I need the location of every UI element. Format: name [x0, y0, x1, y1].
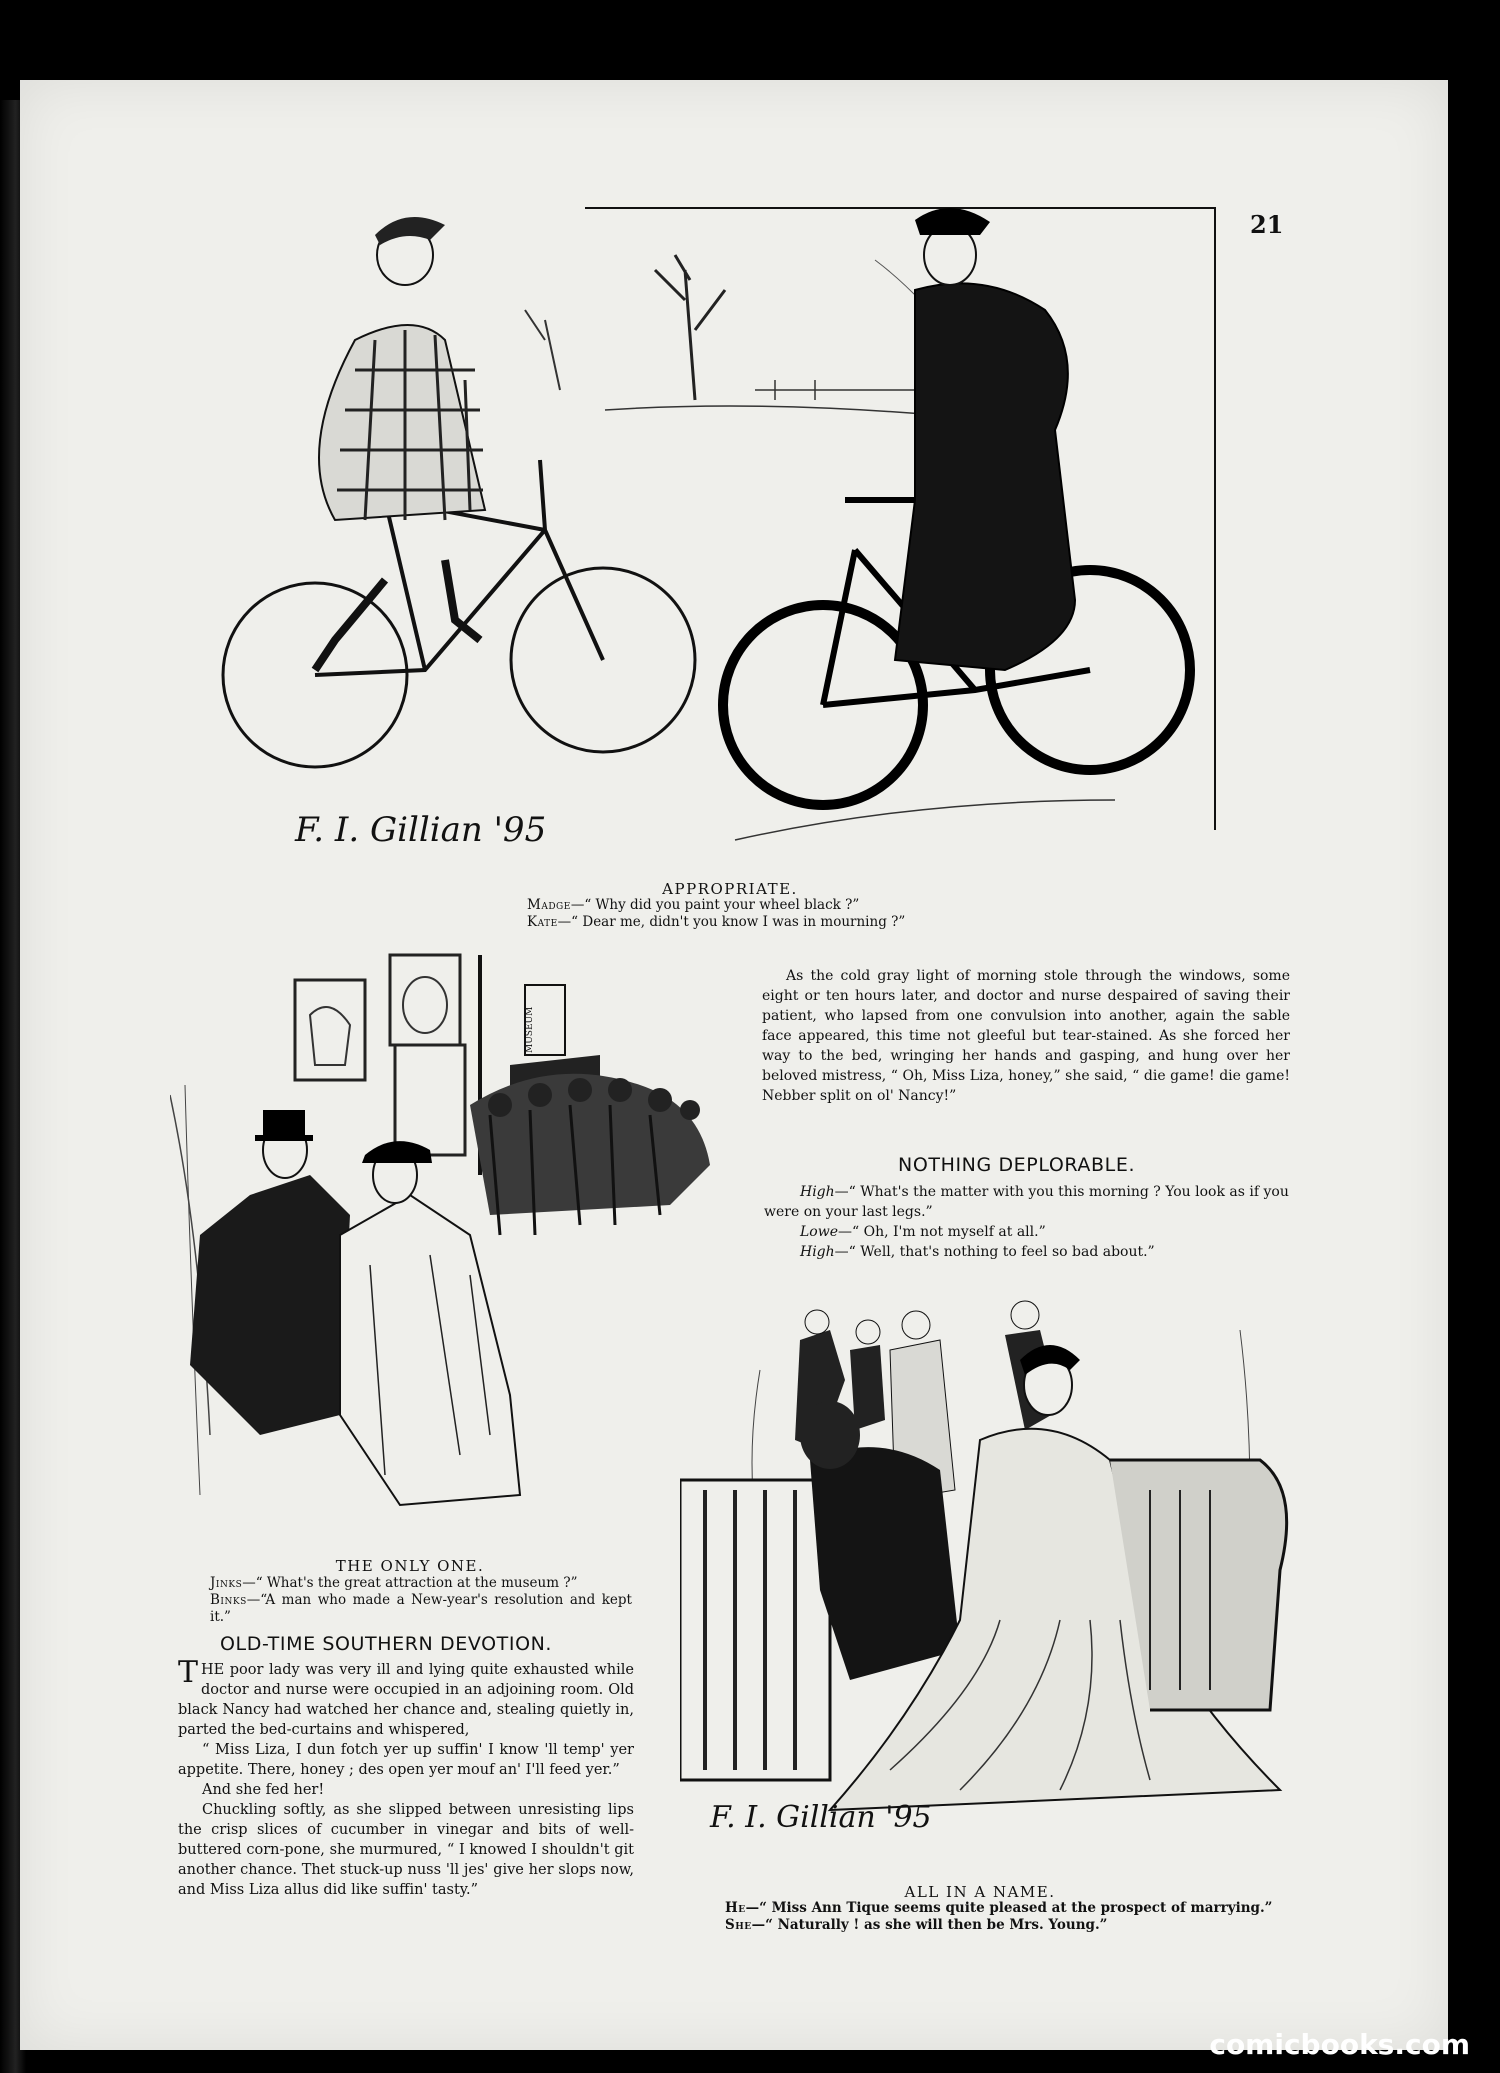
- dialog-line: —“ Well, that's nothing to feel so bad about.”: [834, 1244, 1155, 1260]
- dialog-line: —“ What's the matter with you this morning ? You look as if you were on your last legs.”: [764, 1184, 1289, 1220]
- dialog-line: —“ Naturally ! as she will then be Mrs. Young.”: [751, 1917, 1108, 1933]
- illustration-museum-crowd: [170, 935, 740, 1535]
- speaker-jinks: Jinks: [210, 1575, 243, 1591]
- caption-title-only-one: THE ONLY ONE.: [335, 1557, 485, 1575]
- speaker-high: High: [800, 1184, 835, 1200]
- speaker-high: High: [800, 1244, 835, 1260]
- dialog-nothing-deplorable: [764, 1182, 1294, 1262]
- caption-dialog-in-a-name: [725, 1900, 1285, 1934]
- speaker-he: He: [725, 1900, 746, 1916]
- illustration-parlor-scene: [680, 1290, 1300, 1870]
- page-number: 21: [1250, 210, 1284, 239]
- dialog-line: —“ What's the great attraction at the museum ?”: [242, 1575, 578, 1591]
- caption-title-appropriate: APPROPRIATE.: [662, 880, 798, 898]
- story-paragraph: And she fed her!: [202, 1782, 325, 1798]
- heading-southern-devotion: OLD-TIME SOUTHERN DEVOTION.: [220, 1633, 553, 1655]
- story-continuation: As the cold gray light of morning stole through the windows, some eight or ten hours later, and doctor and nurse despaired of saving their patient, who lapsed from one convulsion into another, again the sable face appeared, this time not gleeful but tear-stained. As she forced her way to the bed, wringing her hands and gasping, and hung over her beloved mistress, “ Oh, Miss Liza, honey,” she said, “ die game! die game! Nebber split on ol' Nancy!”: [762, 968, 1290, 1104]
- heading-nothing-deplorable: NOTHING DEPLORABLE.: [898, 1154, 1136, 1176]
- dialog-line: —“ Oh, I'm not myself at all.”: [838, 1224, 1046, 1240]
- speaker-she: She: [725, 1917, 752, 1933]
- dialog-line: —“ Miss Ann Tique seems quite pleased at the prospect of marrying.”: [745, 1900, 1273, 1916]
- dialog-line: —“A man who made a New-year's resolution and kept it.”: [210, 1592, 632, 1625]
- artist-signature: F. I. Gillian '95: [710, 1800, 932, 1835]
- story-paragraph: Chuckling softly, as she slipped between unresisting lips the crisp slices of cucumber in vinegar and bits of well-buttered corn-pone, she murmured, “ I knowed I shouldn't git another chance. Thet stuck-up nuss 'll jes' give her slops now, and Miss Liza allus did like suffin' tasty.”: [178, 1802, 634, 1898]
- caption-dialog-only-one: [210, 1575, 632, 1626]
- caption-dialog-appropriate: [527, 897, 1047, 931]
- story-paragraph: HE poor lady was very ill and lying quite exhausted while doctor and nurse were occupied in an adjoining room. Old black Nancy had watched her chance and, stealing quietly in, parted the bed-curtains and whispered,: [178, 1662, 634, 1738]
- artist-signature: F. I. Gillian '95: [295, 810, 547, 850]
- story-paragraph: “ Miss Liza, I dun fotch yer up suffin' I know 'll temp' yer appetite. There, honey ; des open yer mouf an' I'll feed yer.”: [178, 1742, 634, 1778]
- speaker-lowe: Lowe: [800, 1224, 838, 1240]
- story-southern-devotion: [178, 1655, 634, 1900]
- speaker-binks: Binks: [210, 1592, 247, 1608]
- watermark: comicbooks.com: [1209, 2028, 1470, 2061]
- illustration-bicycles: [215, 200, 1225, 870]
- caption-title-in-a-name: ALL IN A NAME.: [904, 1883, 1056, 1901]
- museum-sign: MUSEUM: [525, 1006, 535, 1054]
- drop-cap: T: [178, 1655, 199, 1690]
- dialog-line: —“ Why did you paint your wheel black ?”: [570, 897, 860, 913]
- speaker-madge: Madge: [527, 897, 571, 913]
- speaker-kate: Kate: [527, 914, 558, 930]
- dialog-line: —“ Dear me, didn't you know I was in mourning ?”: [557, 914, 906, 930]
